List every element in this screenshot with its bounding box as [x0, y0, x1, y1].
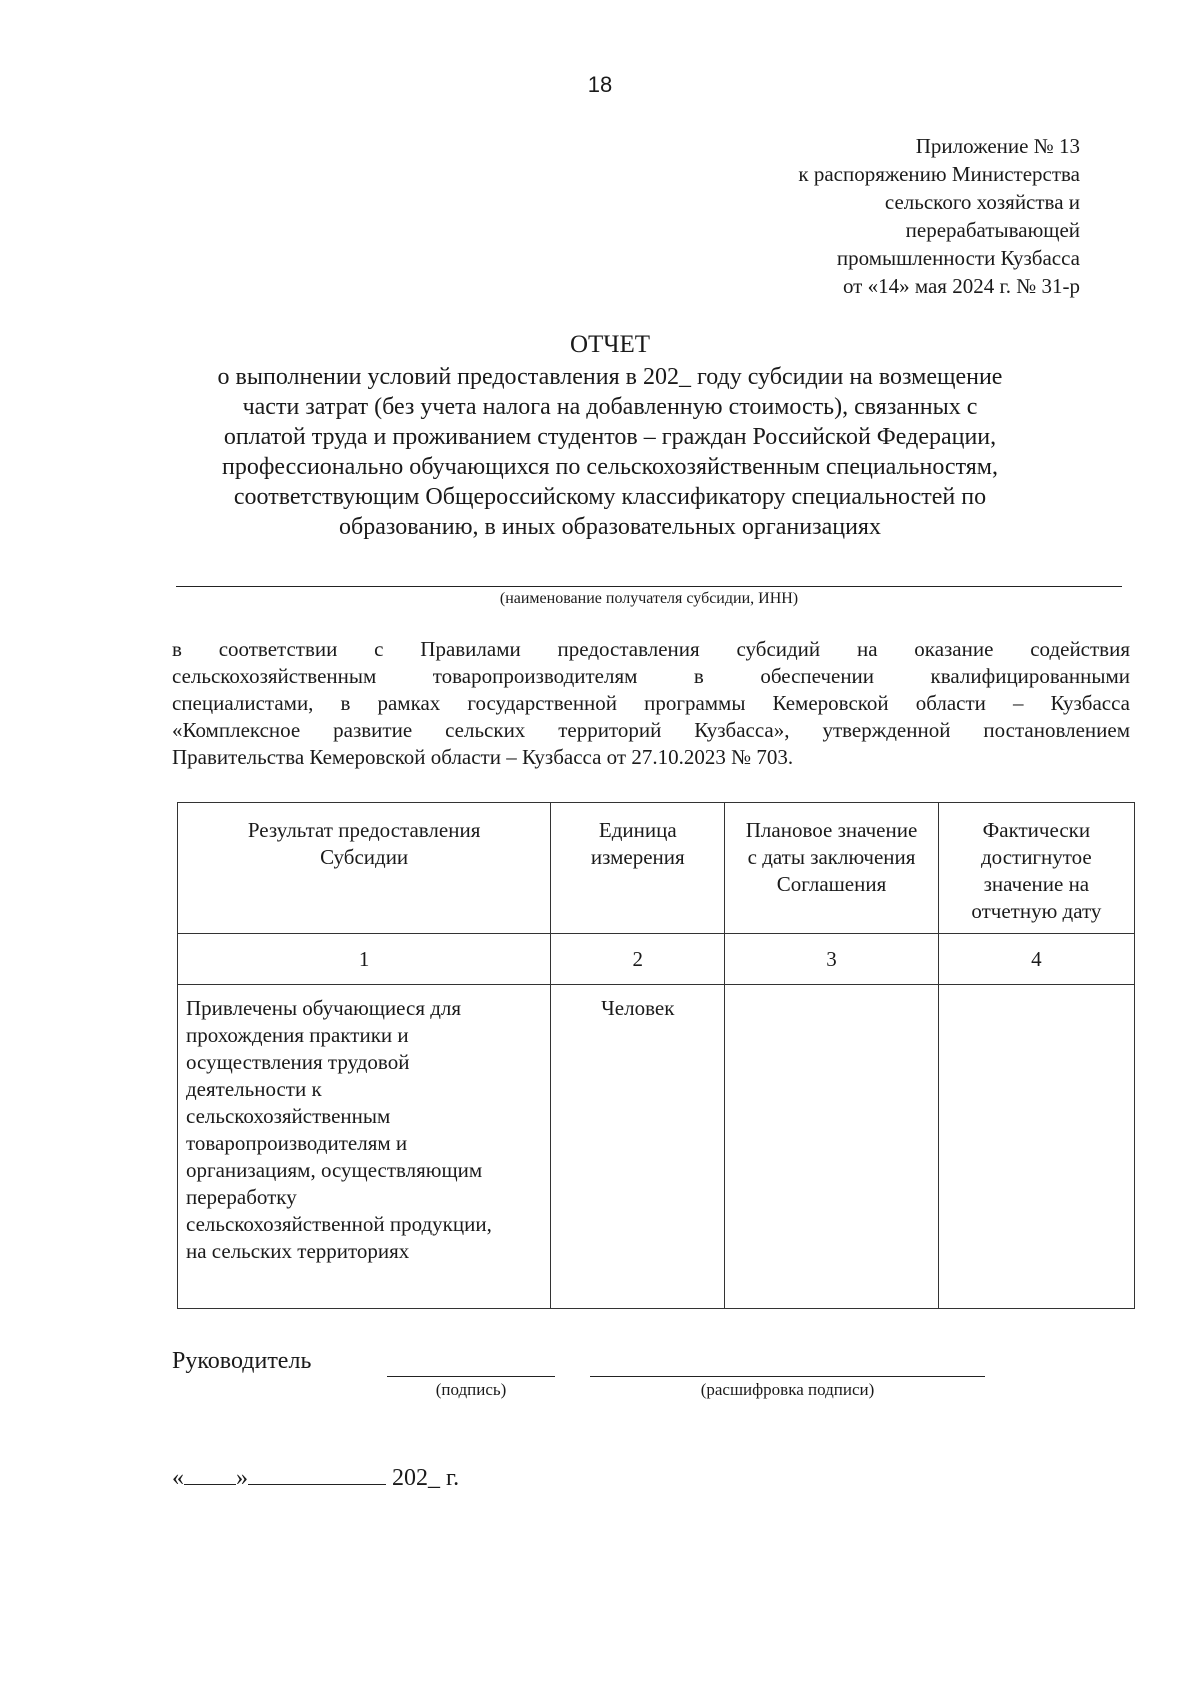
header-text: Субсидии: [320, 845, 409, 869]
day-blank: [184, 1462, 236, 1485]
signature-decode-line: [590, 1376, 985, 1377]
signature-line: [387, 1376, 555, 1377]
date-close-quote: »: [236, 1465, 248, 1491]
appendix-block: [798, 132, 1080, 300]
basis-line: «Комплексное развитие сельских территорий Кузбасса», утвержденной постановлением: [172, 718, 1130, 742]
title-line: соответствующим Общероссийскому классификатору специальностей по: [233, 484, 987, 510]
title-line: оплатой труда и проживанием студентов – граждан Российской Федерации,: [223, 424, 997, 450]
appendix-line: от «14» мая 2024 г. № 31-р: [842, 274, 1080, 298]
result-text: осуществления трудовой: [186, 1050, 410, 1074]
report-title: [170, 330, 1050, 542]
header-actual: [938, 803, 1134, 934]
page-number: 18: [587, 72, 613, 97]
column-number: 3: [725, 934, 938, 985]
planned-value-cell: [725, 985, 938, 1309]
result-text: прохождения практики и: [186, 1023, 409, 1047]
appendix-line: перерабатывающей: [905, 218, 1080, 242]
result-text: товаропроизводителям и: [186, 1131, 408, 1155]
title-line: о выполнении условий предоставления в 202_ году субсидии на возмещение: [217, 364, 1003, 390]
appendix-line: Приложение № 13: [915, 134, 1080, 158]
header-text: Результат предоставления: [247, 818, 481, 842]
header-text: отчетную дату: [971, 899, 1102, 923]
header-planned: [725, 803, 938, 934]
basis-paragraph: [172, 636, 1130, 771]
column-number: 4: [938, 934, 1134, 985]
signature-caption: (подпись): [435, 1380, 507, 1399]
unit-cell: Человек: [551, 985, 725, 1309]
header-text: достигнутое: [980, 845, 1092, 869]
result-text: сельскохозяйственным: [186, 1104, 391, 1128]
month-blank: [248, 1462, 386, 1485]
title-line: образованию, в иных образовательных организациях: [339, 514, 881, 540]
result-text: Привлечены обучающиеся для: [186, 996, 462, 1020]
recipient-name-line: [176, 586, 1122, 587]
recipient-caption: (наименование получателя субсидии, ИНН): [499, 590, 799, 607]
table-number-row: [178, 934, 1135, 985]
result-text: сельскохозяйственной продукции,: [186, 1212, 492, 1236]
signature-decode-caption: (расшифровка подписи): [700, 1380, 875, 1399]
header-result: [178, 803, 551, 934]
header-text: Фактически: [982, 818, 1091, 842]
header-text: значение на: [983, 872, 1090, 896]
result-text: на сельских территориях: [186, 1239, 410, 1263]
table-row: [178, 985, 1135, 1309]
table-header-row: [178, 803, 1135, 934]
header-text: с даты заключения: [747, 845, 916, 869]
appendix-line: промышленности Кузбасса: [836, 246, 1080, 270]
result-cell: [178, 985, 551, 1309]
result-text: организациям, осуществляющим: [186, 1158, 483, 1182]
header-text: измерения: [590, 845, 685, 869]
basis-line: специалистами, в рамках государственной программы Кемеровской области – Кузбасса: [172, 691, 1130, 715]
signer-label: Руководитель: [172, 1348, 312, 1374]
title-line: части затрат (без учета налога на добавленную стоимость), связанных с: [242, 394, 978, 420]
header-text: Соглашения: [776, 872, 887, 896]
column-number: 1: [178, 934, 551, 985]
result-text: деятельности к: [186, 1077, 322, 1101]
report-heading: ОТЧЕТ: [569, 331, 651, 358]
date-line: [172, 1462, 459, 1492]
title-line: профессионально обучающихся по сельскохозяйственным специальностям,: [222, 454, 998, 480]
basis-line: Правительства Кемеровской области – Кузбасса от 27.10.2023 № 703.: [172, 745, 794, 769]
appendix-line: к распоряжению Министерства: [798, 162, 1080, 186]
basis-line: сельскохозяйственным товаропроизводителям в обеспечении квалифицированными: [172, 664, 1130, 688]
result-text: переработку: [186, 1185, 297, 1209]
report-table: [177, 802, 1135, 1309]
actual-value-cell: [938, 985, 1134, 1309]
date-open-quote: «: [172, 1465, 184, 1491]
column-number: 2: [551, 934, 725, 985]
header-unit: [551, 803, 725, 934]
appendix-line: сельского хозяйства и: [884, 190, 1080, 214]
header-text: Плановое значение: [745, 818, 918, 842]
basis-line: в соответствии с Правилами предоставления субсидий на оказание содействия: [172, 637, 1130, 661]
header-text: Единица: [598, 818, 677, 842]
date-year: 202_ г.: [392, 1465, 460, 1491]
